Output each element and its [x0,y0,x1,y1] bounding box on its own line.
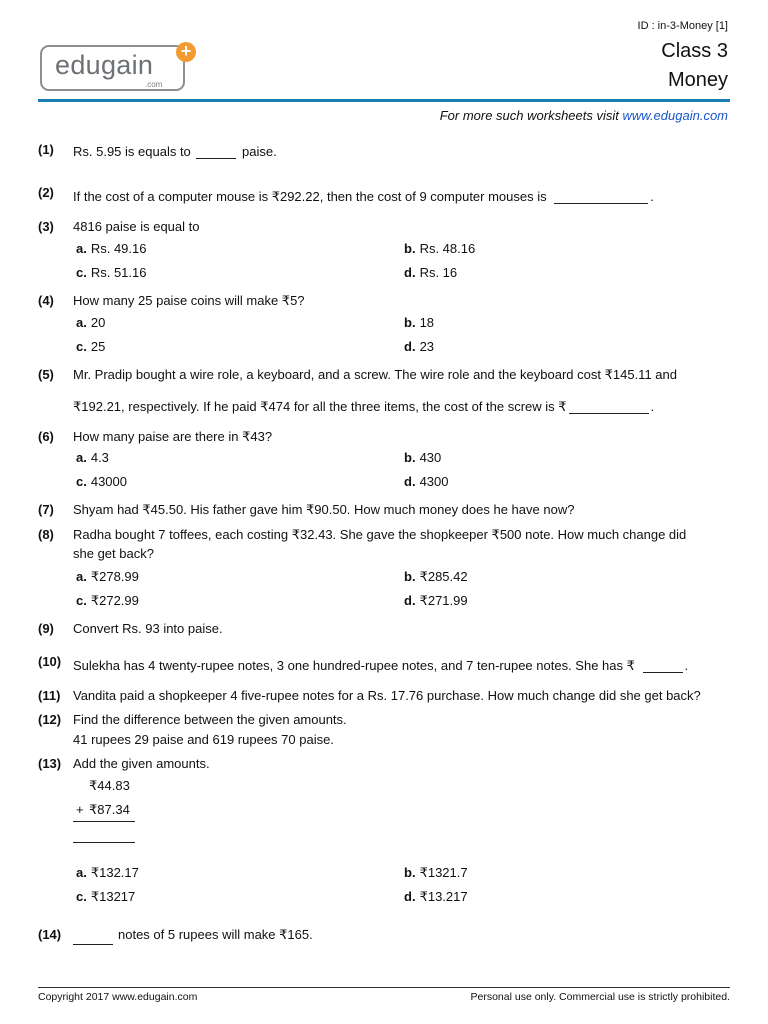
header-divider [38,99,730,102]
question-number: (13) [38,756,62,771]
answer-blank[interactable] [554,185,648,204]
question-text: If the cost of a computer mouse is ₹292.22, then the cost of 9 computer mouses is [73,189,547,204]
question-text: Sulekha has 4 twenty-rupee notes, 3 one hundred-rupee notes, and 7 ten-rupee notes. She has ₹ [73,658,635,673]
option-d[interactable]: d. 23 [404,339,435,354]
question-text: notes of 5 rupees will make ₹165. [118,927,313,942]
question-number: (5) [38,367,54,382]
option-b[interactable]: b. Rs. 48.16 [404,241,476,256]
question-text: ₹192.21, respectively. If he paid ₹474 for all the three items, the cost of the screw is ₹ [73,399,567,414]
question-2 [73,185,654,205]
question-text: she get back? [73,546,154,561]
answer-blank[interactable] [569,395,649,414]
question-number: (12) [38,712,62,727]
question-1 [73,142,277,159]
question-text: Find the difference between the given amounts. [73,712,347,727]
question-text: Mr. Pradip bought a wire role, a keyboard, and a screw. The wire role and the keyboard cost ₹145.11 and [73,367,677,382]
question-text: . [650,399,655,414]
answer-blank[interactable] [196,142,236,159]
logo-text: edugain [55,50,154,80]
option-a[interactable]: a. ₹278.99 [76,569,139,584]
option-c[interactable]: c. ₹13217 [76,889,136,904]
answer-blank[interactable] [73,842,135,843]
question-number: (11) [38,688,61,703]
question-10 [73,654,688,674]
question-text: Rs. 5.95 is equals to [73,144,191,159]
question-text: Convert Rs. 93 into paise. [73,621,223,636]
sum-rule [73,821,135,822]
option-a[interactable]: a. Rs. 49.16 [76,241,147,256]
footer-notice: Personal use only. Commercial use is strictly prohibited. [470,991,730,1003]
option-d[interactable]: d. Rs. 16 [404,265,458,280]
logo-sub: .com [145,80,163,89]
option-c[interactable]: c. ₹272.99 [76,593,139,608]
question-text: Radha bought 7 toffees, each costing ₹32.43. She gave the shopkeeper ₹500 note. How much change did [73,527,687,542]
plus-icon: + [176,42,196,62]
question-number: (3) [38,219,54,234]
question-text: . [650,189,654,204]
question-number: (9) [38,621,54,636]
answer-blank[interactable] [73,922,113,945]
question-text: 41 rupees 29 paise and 619 rupees 70 paise. [73,732,334,747]
question-text: paise. [242,144,277,159]
option-b[interactable]: b. 430 [404,450,442,465]
option-b[interactable]: b. ₹285.42 [404,569,468,584]
question-text: . [684,658,689,673]
question-number: (14) [38,927,62,942]
option-c[interactable]: c. 25 [76,339,106,354]
footer-divider [38,987,730,988]
option-a[interactable]: a. 4.3 [76,450,109,465]
visit-text: For more such worksheets visit [439,108,623,123]
question-number: (4) [38,293,54,308]
footer-copyright: Copyright 2017 www.edugain.com [38,991,198,1003]
worksheet-id: ID : in-3-Money [1] [637,20,728,32]
question-number: (10) [38,654,62,669]
addend-2: ₹87.34 [89,802,130,817]
question-text: How many 25 paise coins will make ₹5? [73,293,305,308]
question-number: (8) [38,527,54,542]
option-c[interactable]: c. Rs. 51.16 [76,265,147,280]
option-c[interactable]: c. 43000 [76,474,127,489]
plus-sign: + [76,802,84,817]
visit-line [440,108,728,123]
option-a[interactable]: a. ₹132.17 [76,865,139,880]
question-number: (2) [38,185,54,200]
addend-1: ₹44.83 [89,778,130,793]
question-number: (1) [38,142,54,157]
question-number: (6) [38,429,54,444]
option-a[interactable]: a. 20 [76,315,106,330]
class-title: Class 3 [661,40,728,62]
question-number: (7) [38,502,54,517]
option-d[interactable]: d. ₹13.217 [404,889,468,904]
question-text: Add the given amounts. [73,756,210,771]
question-text: 4816 paise is equal to [73,219,200,234]
question-text: How many paise are there in ₹43? [73,429,273,444]
option-b[interactable]: b. 18 [404,315,435,330]
option-b[interactable]: b. ₹1321.7 [404,865,468,880]
visit-link[interactable]: www.edugain.com [622,108,728,123]
subject-title: Money [667,69,728,91]
answer-blank[interactable] [643,654,683,673]
option-d[interactable]: d. 4300 [404,474,449,489]
option-d[interactable]: d. ₹271.99 [404,593,468,608]
question-text: Shyam had ₹45.50. His father gave him ₹90.50. How much money does he have now? [73,502,575,517]
question-5-line-2 [73,395,654,415]
question-text: Vandita paid a shopkeeper 4 five-rupee notes for a Rs. 17.76 purchase. How much change did she get back? [73,688,701,703]
